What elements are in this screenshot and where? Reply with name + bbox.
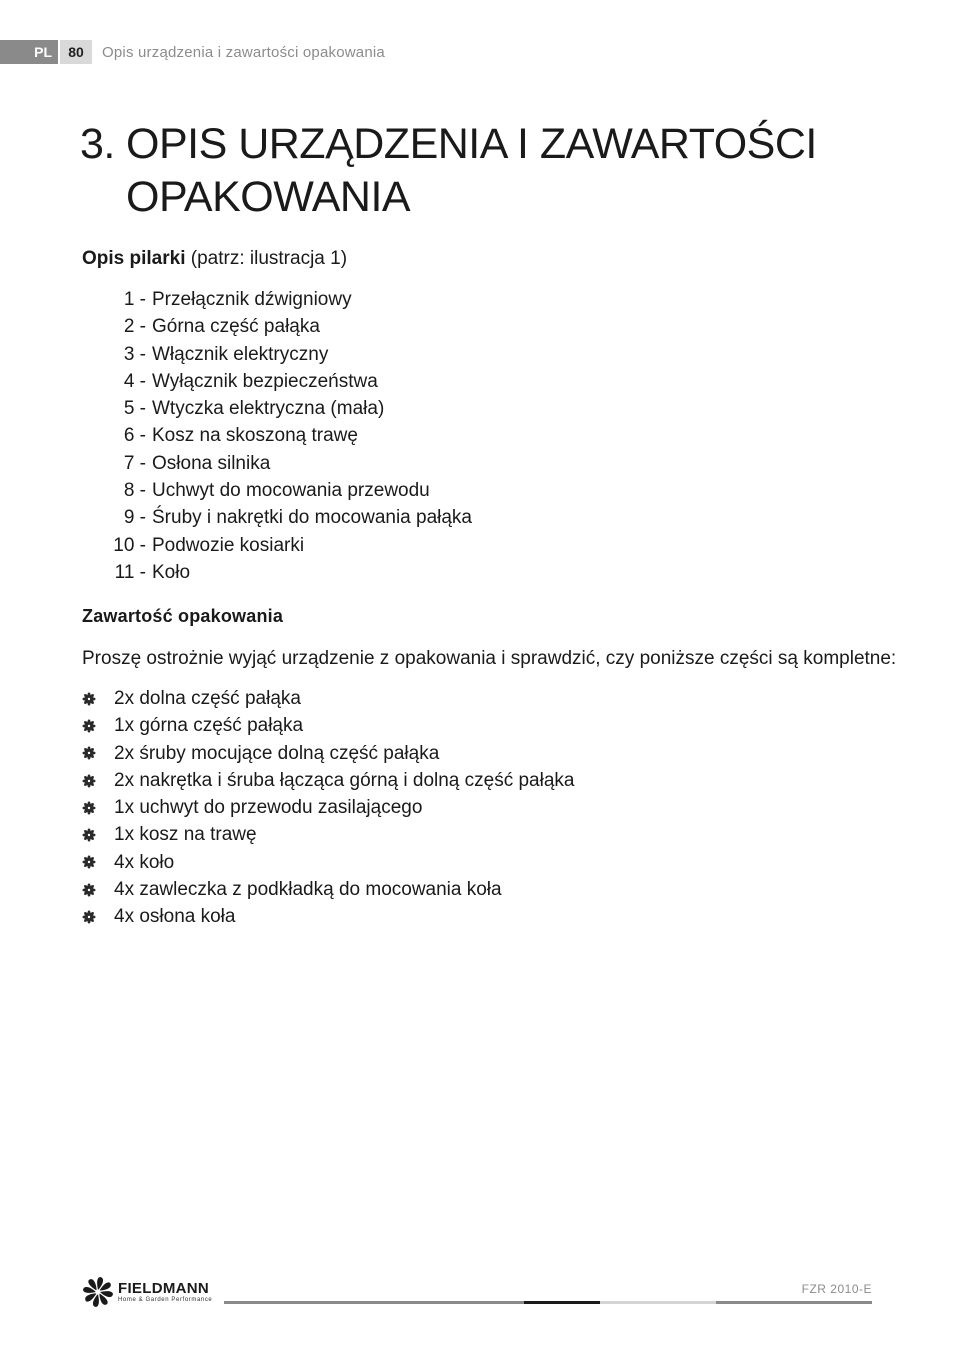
contents-item-text: 1x górna część pałąka — [114, 715, 304, 737]
parts-list-item — [100, 422, 472, 449]
brand-name: FIELDMANN — [118, 1279, 210, 1297]
footer-rule-gray — [224, 1301, 524, 1304]
part-number: 10 - — [113, 534, 146, 556]
footer-rule — [224, 1301, 872, 1304]
page-title — [80, 118, 900, 224]
model-number: FZR 2010-E — [801, 1282, 872, 1296]
contents-heading: Zawartość opakowania — [82, 606, 284, 626]
contents-item-text: 1x kosz na trawę — [114, 824, 257, 846]
footer-rule-gray-end — [716, 1301, 872, 1304]
part-number: 1 - — [123, 289, 146, 310]
page-header — [0, 40, 385, 64]
contents-list-item — [82, 767, 574, 794]
part-name: Wtyczka elektryczna (mała) — [152, 398, 385, 420]
contents-list — [82, 685, 574, 931]
language-tab: PL — [0, 40, 58, 64]
contents-list-item — [82, 740, 574, 767]
part-name: Przełącznik dźwigniowy — [152, 289, 352, 310]
flower-bullet-icon — [82, 910, 114, 924]
part-number: 8 - — [123, 480, 146, 502]
description-heading — [82, 248, 347, 270]
part-number: 6 - — [123, 425, 146, 447]
contents-item-text: 2x śruby mocujące dolną część pałąka — [114, 742, 440, 764]
part-number: 5 - — [123, 398, 146, 420]
parts-list-item — [100, 450, 472, 477]
contents-list-item — [82, 712, 574, 739]
flower-bullet-icon — [82, 774, 114, 788]
title-line-1: OPIS URZĄDZENIA I ZAWARTOŚCI — [126, 120, 817, 168]
contents-list-item — [82, 903, 574, 930]
contents-item-text: 4x zawleczka z podkładką do mocowania koła — [114, 879, 502, 901]
page-number: 80 — [60, 40, 92, 64]
part-number: 3 - — [123, 343, 146, 365]
parts-list-item — [100, 395, 472, 422]
parts-list-item — [100, 477, 472, 504]
part-name: Wyłącznik bezpieczeństwa — [152, 370, 378, 392]
part-name: Osłona silnika — [152, 452, 271, 474]
parts-list-item — [100, 341, 472, 368]
flower-bullet-icon — [82, 855, 114, 869]
part-number: 11 - — [114, 561, 146, 583]
contents-item-text: 4x koło — [114, 851, 175, 873]
part-name: Śruby i nakrętki do mocowania pałąka — [152, 507, 473, 529]
part-name: Włącznik elektryczny — [152, 343, 329, 365]
brand-logo — [82, 1276, 212, 1308]
title-number: 3. — [80, 120, 115, 168]
flower-bullet-icon — [82, 719, 114, 733]
description-heading-rest: (patrz: ilustracja 1) — [185, 248, 348, 269]
contents-item-text: 1x uchwyt do przewodu zasilającego — [114, 797, 423, 819]
flower-bullet-icon — [82, 692, 114, 706]
contents-item-text: 4x osłona koła — [114, 906, 236, 928]
parts-list-item — [100, 559, 472, 586]
part-number: 9 - — [123, 507, 146, 529]
parts-list-item — [100, 313, 472, 340]
flower-bullet-icon — [82, 883, 114, 897]
part-name: Kosz na skoszoną trawę — [152, 425, 358, 447]
contents-list-item — [82, 685, 574, 712]
contents-list-item — [82, 849, 574, 876]
part-number: 2 - — [123, 316, 146, 338]
contents-list-item — [82, 821, 574, 848]
part-name: Koło — [152, 561, 191, 583]
description-heading-bold: Opis pilarki — [82, 248, 186, 269]
part-number: 4 - — [123, 370, 146, 392]
contents-intro: Proszę ostrożnie wyjąć urządzenie z opakowania i sprawdzić, czy poniższe części są kompletne: — [82, 648, 897, 669]
footer-rule-dark — [524, 1301, 600, 1304]
parts-list-item — [100, 368, 472, 395]
parts-list — [100, 286, 472, 586]
contents-list-item — [82, 794, 574, 821]
flower-bullet-icon — [82, 801, 114, 815]
footer-rule-light — [600, 1301, 716, 1304]
fan-logo-icon — [82, 1276, 114, 1308]
parts-list-item — [100, 504, 472, 531]
flower-bullet-icon — [82, 746, 114, 760]
part-name: Górna część pałąka — [152, 316, 320, 338]
running-title: Opis urządzenia i zawartości opakowania — [102, 43, 385, 61]
contents-item-text: 2x dolna część pałąka — [114, 688, 301, 709]
contents-list-item — [82, 876, 574, 903]
title-line-2: OPAKOWANIA — [126, 173, 411, 221]
brand-tagline: Home & Garden Performance — [118, 1296, 213, 1303]
part-number: 7 - — [123, 452, 146, 474]
part-name: Podwozie kosiarki — [152, 534, 305, 556]
flower-bullet-icon — [82, 828, 114, 842]
contents-item-text: 2x nakrętka i śruba łącząca górną i dolną część pałąka — [114, 769, 575, 791]
part-name: Uchwyt do mocowania przewodu — [152, 480, 430, 502]
brand-text — [118, 1281, 212, 1304]
parts-list-item — [100, 532, 472, 559]
parts-list-item — [100, 286, 472, 313]
